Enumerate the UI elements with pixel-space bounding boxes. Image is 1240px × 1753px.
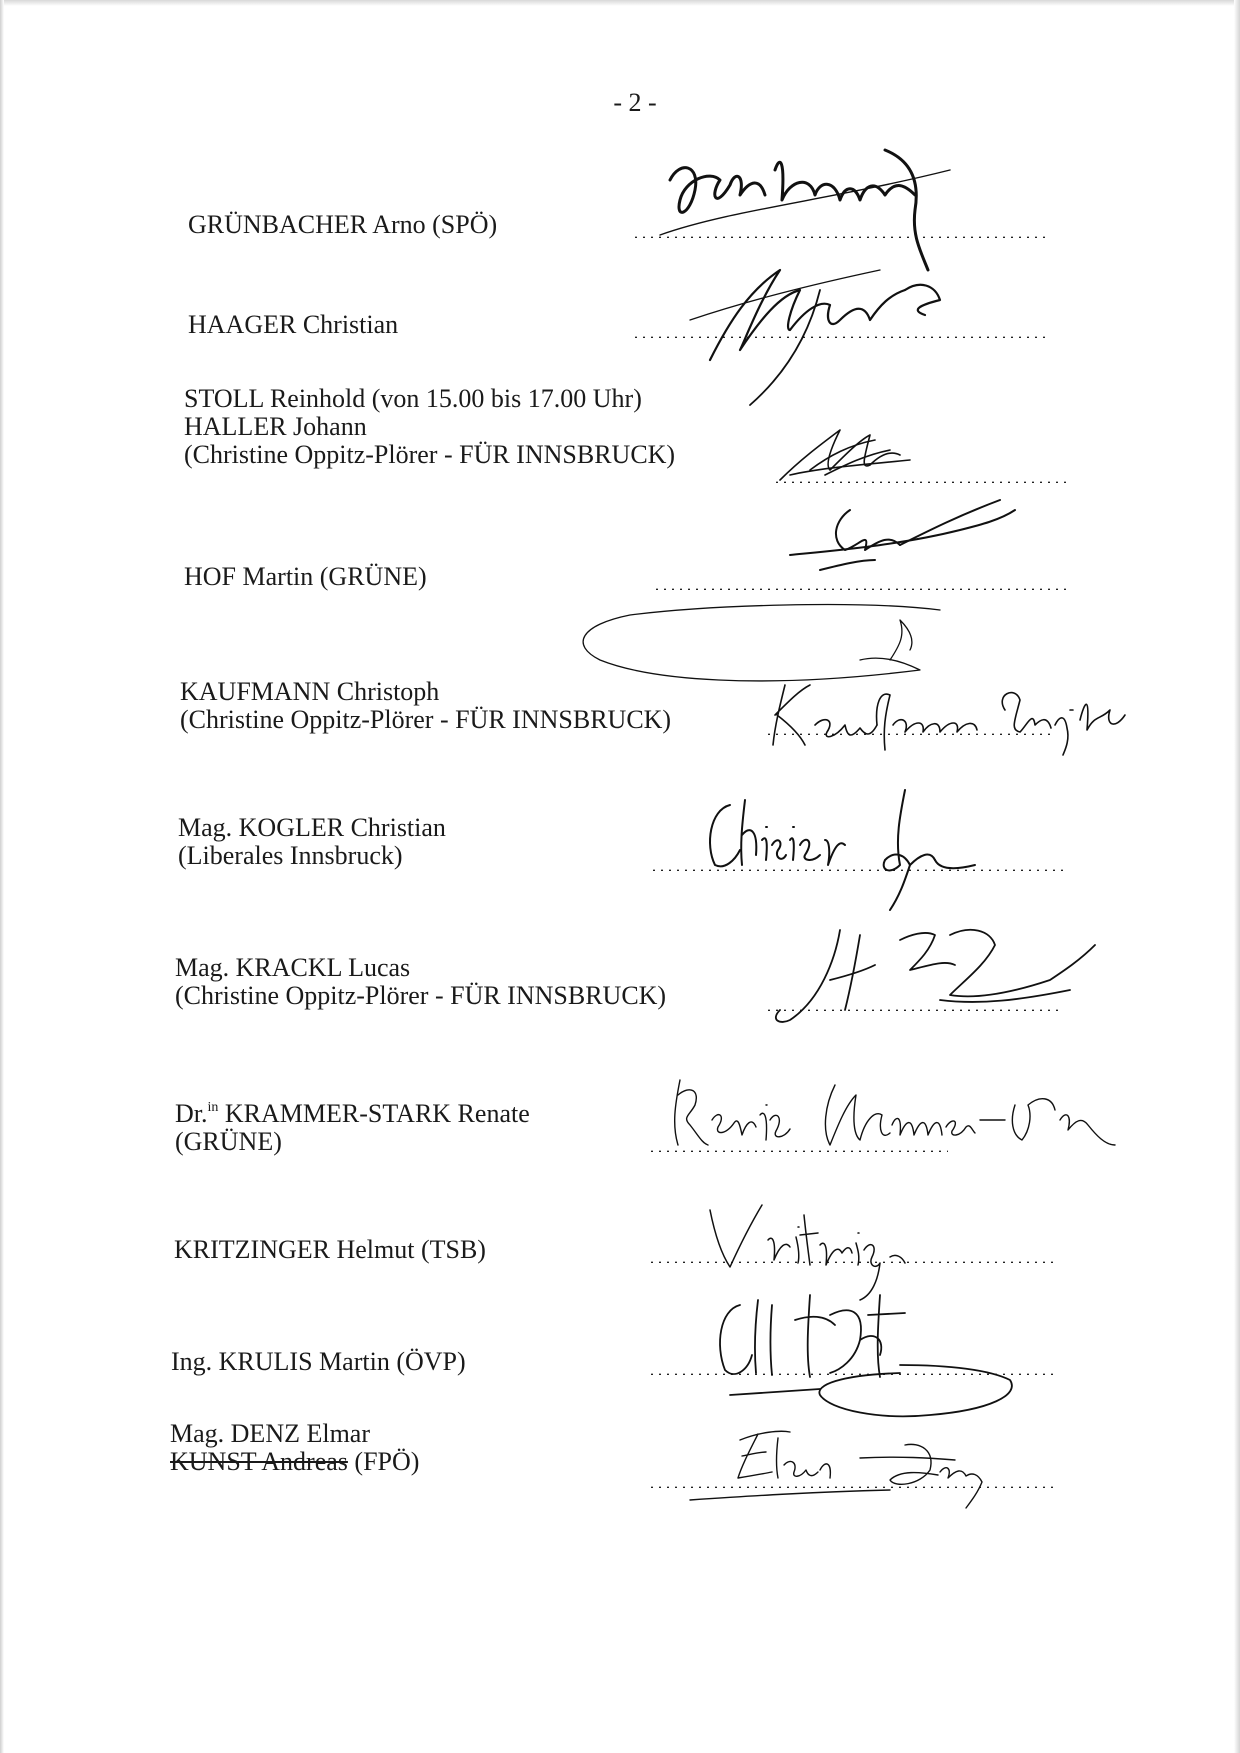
signature-scribble	[780, 490, 1020, 600]
signature-scribble	[760, 920, 1100, 1050]
signatory-party: (Christine Oppitz-Plörer - FÜR INNSBRUCK)	[184, 440, 676, 469]
signatory-entry	[184, 385, 675, 469]
signatory-name: Mag. KRACKL Lucas	[175, 953, 411, 982]
page-edge-shadow-right	[1234, 0, 1240, 1753]
signatory-party: (Christine Oppitz-Plörer - FÜR INNSBRUCK)	[180, 705, 672, 734]
signatory-name: KRITZINGER Helmut (TSB)	[174, 1235, 486, 1264]
signatory-name: Dr.$^{in}$ KRAMMER-STARK Renate	[175, 1099, 530, 1128]
signatory-entry	[175, 954, 666, 1010]
signature-scribble	[765, 670, 1145, 755]
signatory-entry	[175, 1094, 530, 1156]
signatory-party: (GRÜNE)	[175, 1127, 282, 1156]
signature-scribble	[690, 1420, 1020, 1515]
signatory-name: Mag. KOGLER Christian	[178, 813, 446, 842]
signatory-entry	[170, 1420, 419, 1476]
signatory-entry	[188, 211, 497, 239]
signatory-name: HAAGER Christian	[188, 310, 399, 339]
signatory-name: KAUFMANN Christoph	[180, 677, 440, 706]
signatory-entry	[171, 1348, 466, 1376]
signatory-name: Ing. KRULIS Martin (ÖVP)	[171, 1347, 466, 1376]
signature-scribble	[700, 1285, 1040, 1425]
signatory-entry	[174, 1236, 486, 1264]
signature-scribble	[660, 1065, 1120, 1165]
academic-title: Dr.	[175, 1099, 208, 1128]
struck-name: KUNST Andreas	[170, 1447, 348, 1476]
signatory-name: HALLER Johann	[184, 412, 367, 441]
signatory-entry	[188, 311, 398, 339]
signatory-name: HOF Martin (GRÜNE)	[184, 562, 427, 591]
signatory-party: (Liberales Innsbruck)	[178, 841, 403, 870]
signatory-name-amended	[170, 1448, 419, 1476]
signature-scribble	[770, 420, 940, 500]
signature-scribble	[690, 250, 970, 410]
signatory-entry	[178, 814, 446, 870]
academic-title-superscript: in	[207, 1100, 219, 1115]
signature-scribble	[690, 785, 990, 915]
page-edge-shadow-left	[0, 0, 4, 1753]
page-number: - 2 -	[613, 88, 657, 117]
signatory-entry	[184, 563, 427, 591]
signatory-name: STOLL Reinhold (von 15.00 bis 17.00 Uhr)	[184, 384, 642, 413]
signatory-party: (FPÖ)	[354, 1447, 420, 1476]
signatory-party: (Christine Oppitz-Plörer - FÜR INNSBRUCK)	[175, 981, 667, 1010]
signatory-name: GRÜNBACHER Arno (SPÖ)	[188, 210, 498, 239]
signatory-name: Mag. DENZ Elmar	[170, 1419, 371, 1448]
page-edge-shadow	[0, 0, 1240, 6]
